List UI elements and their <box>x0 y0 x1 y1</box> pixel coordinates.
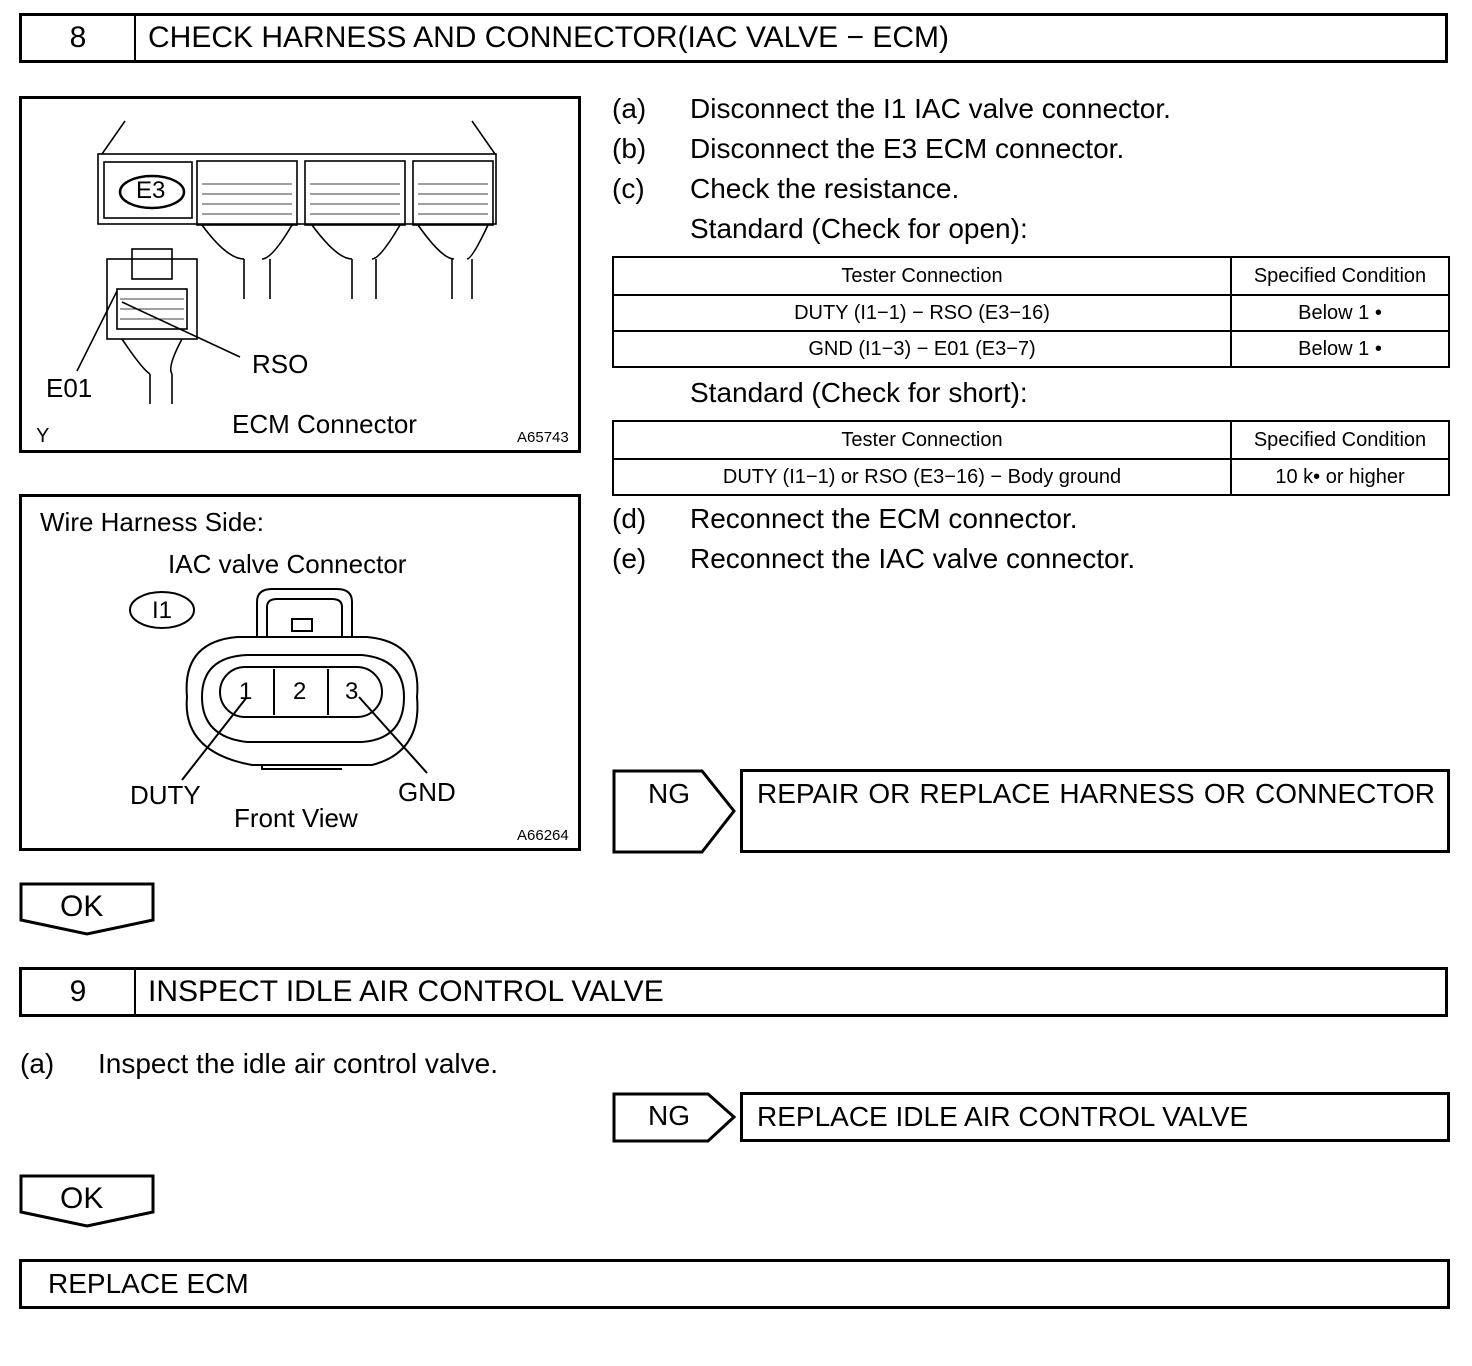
step-9-header <box>19 967 1448 1017</box>
iac-connector-figure <box>19 494 581 851</box>
table-row <box>613 459 1449 495</box>
pin-3: 3 <box>345 678 359 705</box>
table-header: Tester Connection <box>613 421 1231 459</box>
ng-result-text: REPAIR OR REPLACE HARNESS OR CONNECTOR <box>757 778 1435 809</box>
final-action-text: REPLACE ECM <box>48 1268 249 1299</box>
pin-label-e01: E01 <box>46 373 93 403</box>
table-row <box>613 295 1449 331</box>
ok-label: OK <box>60 890 104 923</box>
table-cell: DUTY (I1−1) or RSO (E3−16) − Body ground <box>613 459 1231 495</box>
instruction-text: Reconnect the IAC valve connector. <box>690 543 1136 574</box>
ng-label: NG <box>648 1100 690 1131</box>
table-cell: 10 k• or higher <box>1231 459 1449 495</box>
table-cell: Below 1 • <box>1231 331 1449 367</box>
instruction-text: Inspect the idle air control valve. <box>98 1048 498 1079</box>
ecm-figure-corner-mark: Y <box>36 425 50 447</box>
pin-label-duty: DUTY <box>130 780 201 810</box>
instruction-letter: (e) <box>612 543 647 574</box>
instruction-letter: (d) <box>612 503 647 534</box>
instruction-text: Disconnect the E3 ECM connector. <box>690 133 1125 164</box>
step-title: CHECK HARNESS AND CONNECTOR(IAC VALVE − ECM) <box>148 21 949 54</box>
step-title: INSPECT IDLE AIR CONTROL VALVE <box>148 975 664 1008</box>
table-cell: Below 1 • <box>1231 295 1449 331</box>
step-number: 9 <box>22 970 136 1014</box>
final-action-box <box>19 1259 1450 1309</box>
pin-1: 1 <box>239 678 253 705</box>
ecm-figure-caption: ECM Connector <box>232 409 417 439</box>
ng-result-box <box>740 1092 1450 1142</box>
instruction-c <box>612 172 959 206</box>
instruction-letter: (b) <box>612 133 647 164</box>
instruction-b <box>612 132 1124 166</box>
iac-figure-heading: Wire Harness Side: <box>40 507 264 537</box>
table-header-row <box>613 257 1449 295</box>
ok-label: OK <box>60 1182 104 1215</box>
open-check-table <box>612 256 1450 368</box>
iac-connector-name: IAC valve Connector <box>168 549 407 579</box>
ecm-connector-id: E3 <box>136 177 166 204</box>
standard-open-label: Standard (Check for open): <box>690 213 1028 244</box>
table-row <box>613 331 1449 367</box>
ecm-connector-figure <box>19 96 581 453</box>
ecm-connector-drawing <box>22 99 578 450</box>
pin-2: 2 <box>293 678 307 705</box>
ecm-figure-code: A65743 <box>517 429 569 446</box>
table-cell: GND (I1−3) − E01 (E3−7) <box>613 331 1231 367</box>
table-header: Tester Connection <box>613 257 1231 295</box>
ng-result-text: REPLACE IDLE AIR CONTROL VALVE <box>757 1101 1249 1132</box>
short-check-table <box>612 420 1450 496</box>
ng-label: NG <box>648 778 690 809</box>
iac-figure-caption: Front View <box>234 803 358 833</box>
table-cell: DUTY (I1−1) − RSO (E3−16) <box>613 295 1231 331</box>
standard-short-label: Standard (Check for short): <box>690 377 1028 408</box>
step-number: 8 <box>22 16 136 60</box>
table-header: Specified Condition <box>1231 257 1449 295</box>
ng-result-box <box>740 769 1450 853</box>
iac-connector-id: I1 <box>152 597 173 624</box>
pin-label-rso: RSO <box>252 349 309 379</box>
instruction-9a <box>20 1047 498 1081</box>
instruction-text: Disconnect the I1 IAC valve connector. <box>690 93 1171 124</box>
instruction-a <box>612 92 1171 126</box>
instruction-letter: (c) <box>612 173 645 204</box>
instruction-letter: (a) <box>612 93 647 124</box>
instruction-d <box>612 502 1078 536</box>
table-header-row <box>613 421 1449 459</box>
table-header: Specified Condition <box>1231 421 1449 459</box>
instruction-e <box>612 542 1135 576</box>
instruction-letter: (a) <box>20 1048 55 1079</box>
instruction-text: Check the resistance. <box>690 173 960 204</box>
pin-label-gnd: GND <box>398 777 456 807</box>
instruction-text: Reconnect the ECM connector. <box>690 503 1078 534</box>
iac-figure-code: A66264 <box>517 827 569 844</box>
step-8-header <box>19 13 1448 63</box>
